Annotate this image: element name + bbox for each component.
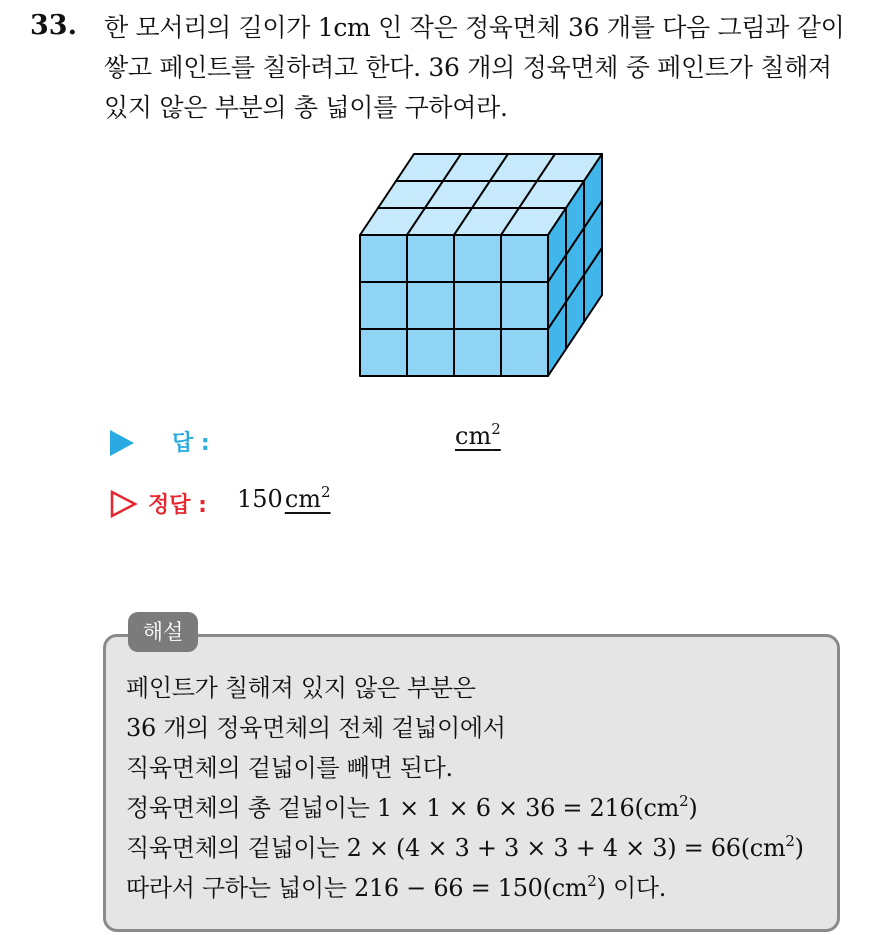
question-line: 한 모서리의 길이가 1cm 인 작은 정육면체 36 개를 다음 그림과 같이 <box>104 13 845 42</box>
question-line: 쌓고 페인트를 칠하려고 한다. 36 개의 정육면체 중 페인트가 칠해져 <box>104 53 832 82</box>
answer-unit-text: cm <box>455 422 492 450</box>
explanation-line: 직육면체의 겉넓이를 빼면 된다. <box>126 754 453 782</box>
front-face-cell <box>454 329 501 376</box>
explanation-line: 페인트가 칠해져 있지 않은 부분은 <box>126 674 476 702</box>
play-triangle-icon <box>110 430 134 456</box>
front-face-cell <box>407 235 454 282</box>
explanation-line: 36 개의 정육면체의 전체 겉넓이에서 <box>126 714 506 742</box>
front-face-cell <box>454 235 501 282</box>
outline-triangle-icon <box>110 490 138 518</box>
front-face-cell <box>360 282 407 329</box>
explanation-tag: 해설 <box>128 612 198 652</box>
explanation-line: 정육면체의 총 겉넓이는 $1 \times 1 \times 6 \times 36 = 216(cm^2)$ <box>126 792 698 822</box>
solution-unit-text: cm <box>284 485 322 513</box>
question-line: 있지 않은 부분의 총 넓이를 구하여라. <box>104 93 508 122</box>
front-face-cell <box>501 235 548 282</box>
front-face-cell <box>501 282 548 329</box>
explanation-body <box>126 668 826 908</box>
solution-unit-exponent: 2 <box>321 483 331 501</box>
explanation-line: 직육면체의 겉넓이는 $2 \times (4 \times 3 + 3 \times 3 + 4 \times 3) = 66(cm^2)$ <box>126 832 804 862</box>
explanation-line: 따라서 구하는 넓이는 $216 - 66 = 150(cm^2)$ 이다. <box>126 872 667 902</box>
front-face-cell <box>454 282 501 329</box>
answer-row <box>110 422 610 462</box>
answer-unit-exponent: 2 <box>491 420 501 438</box>
front-face-cell <box>360 329 407 376</box>
cuboid-figure <box>340 145 620 390</box>
solution-number: 150 <box>237 485 283 513</box>
front-face-cell <box>360 235 407 282</box>
solution-row <box>110 484 610 524</box>
answer-label: 답 : <box>172 431 210 456</box>
question-text <box>104 8 874 128</box>
front-face-cell <box>407 282 454 329</box>
question-number: 33. <box>30 10 77 41</box>
solution-label: 정답 : <box>148 493 207 518</box>
solution-unit <box>285 485 331 513</box>
solution-value <box>237 485 331 513</box>
front-face-cell <box>501 329 548 376</box>
answer-unit[interactable] <box>455 422 501 450</box>
front-face-cell <box>407 329 454 376</box>
